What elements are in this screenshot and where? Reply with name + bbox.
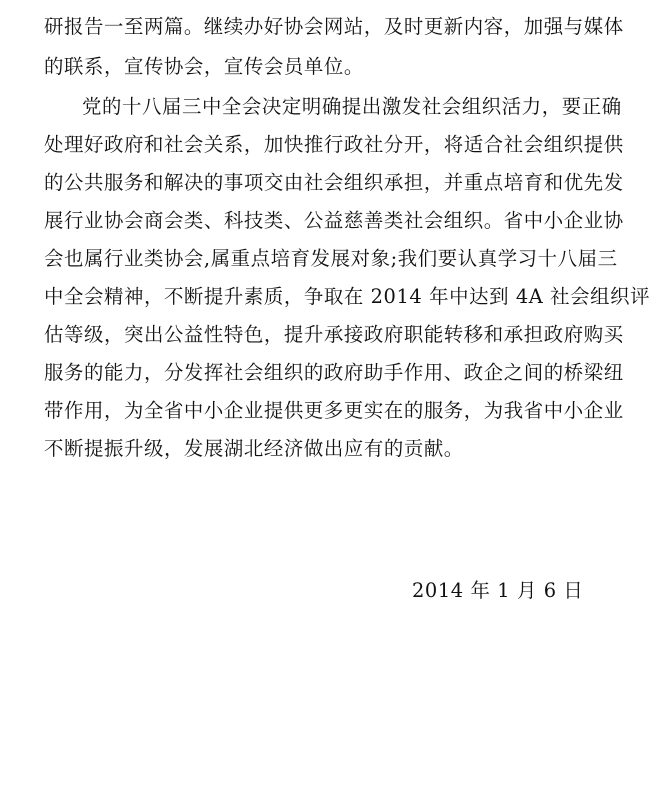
paragraph-2-line-1: 党的十八届三中全会决定明确提出激发社会组织活力，要正确	[82, 95, 622, 118]
paragraph-2-line-7: 估等级，突出公益性特色，提升承接政府职能转移和承担政府购买	[44, 323, 624, 346]
paragraph-2-line-9: 带作用，为全省中小企业提供更多更实在的服务，为我省中小企业	[44, 399, 624, 422]
paragraph-2-line-5: 会也属行业类协会,属重点培育发展对象;我们要认真学习十八届三	[44, 247, 618, 270]
paragraph-1-line-1: 研报告一至两篇。继续办好协会网站，及时更新内容，加强与媒体	[44, 15, 624, 38]
paragraph-2-line-10: 不断提振升级，发展湖北经济做出应有的贡献。	[44, 437, 464, 460]
paragraph-2-line-3: 的公共服务和解决的事项交由社会组织承担，并重点培育和优先发	[44, 171, 624, 194]
document-date: 2014 年 1 月 6 日	[412, 579, 584, 602]
paragraph-2-line-4: 展行业协会商会类、科技类、公益慈善类社会组织。省中小企业协	[44, 209, 624, 232]
paragraph-1-line-2: 的联系，宣传协会，宣传会员单位。	[44, 55, 364, 78]
paragraph-2-line-6: 中全会精神，不断提升素质，争取在 2014 年中达到 4A 社会组织评	[44, 285, 651, 308]
paragraph-2-line-2: 处理好政府和社会关系，加快推行政社分开，将适合社会组织提供	[44, 133, 624, 156]
paragraph-2-line-8: 服务的能力，分发挥社会组织的政府助手作用、政企之间的桥梁纽	[44, 361, 624, 384]
